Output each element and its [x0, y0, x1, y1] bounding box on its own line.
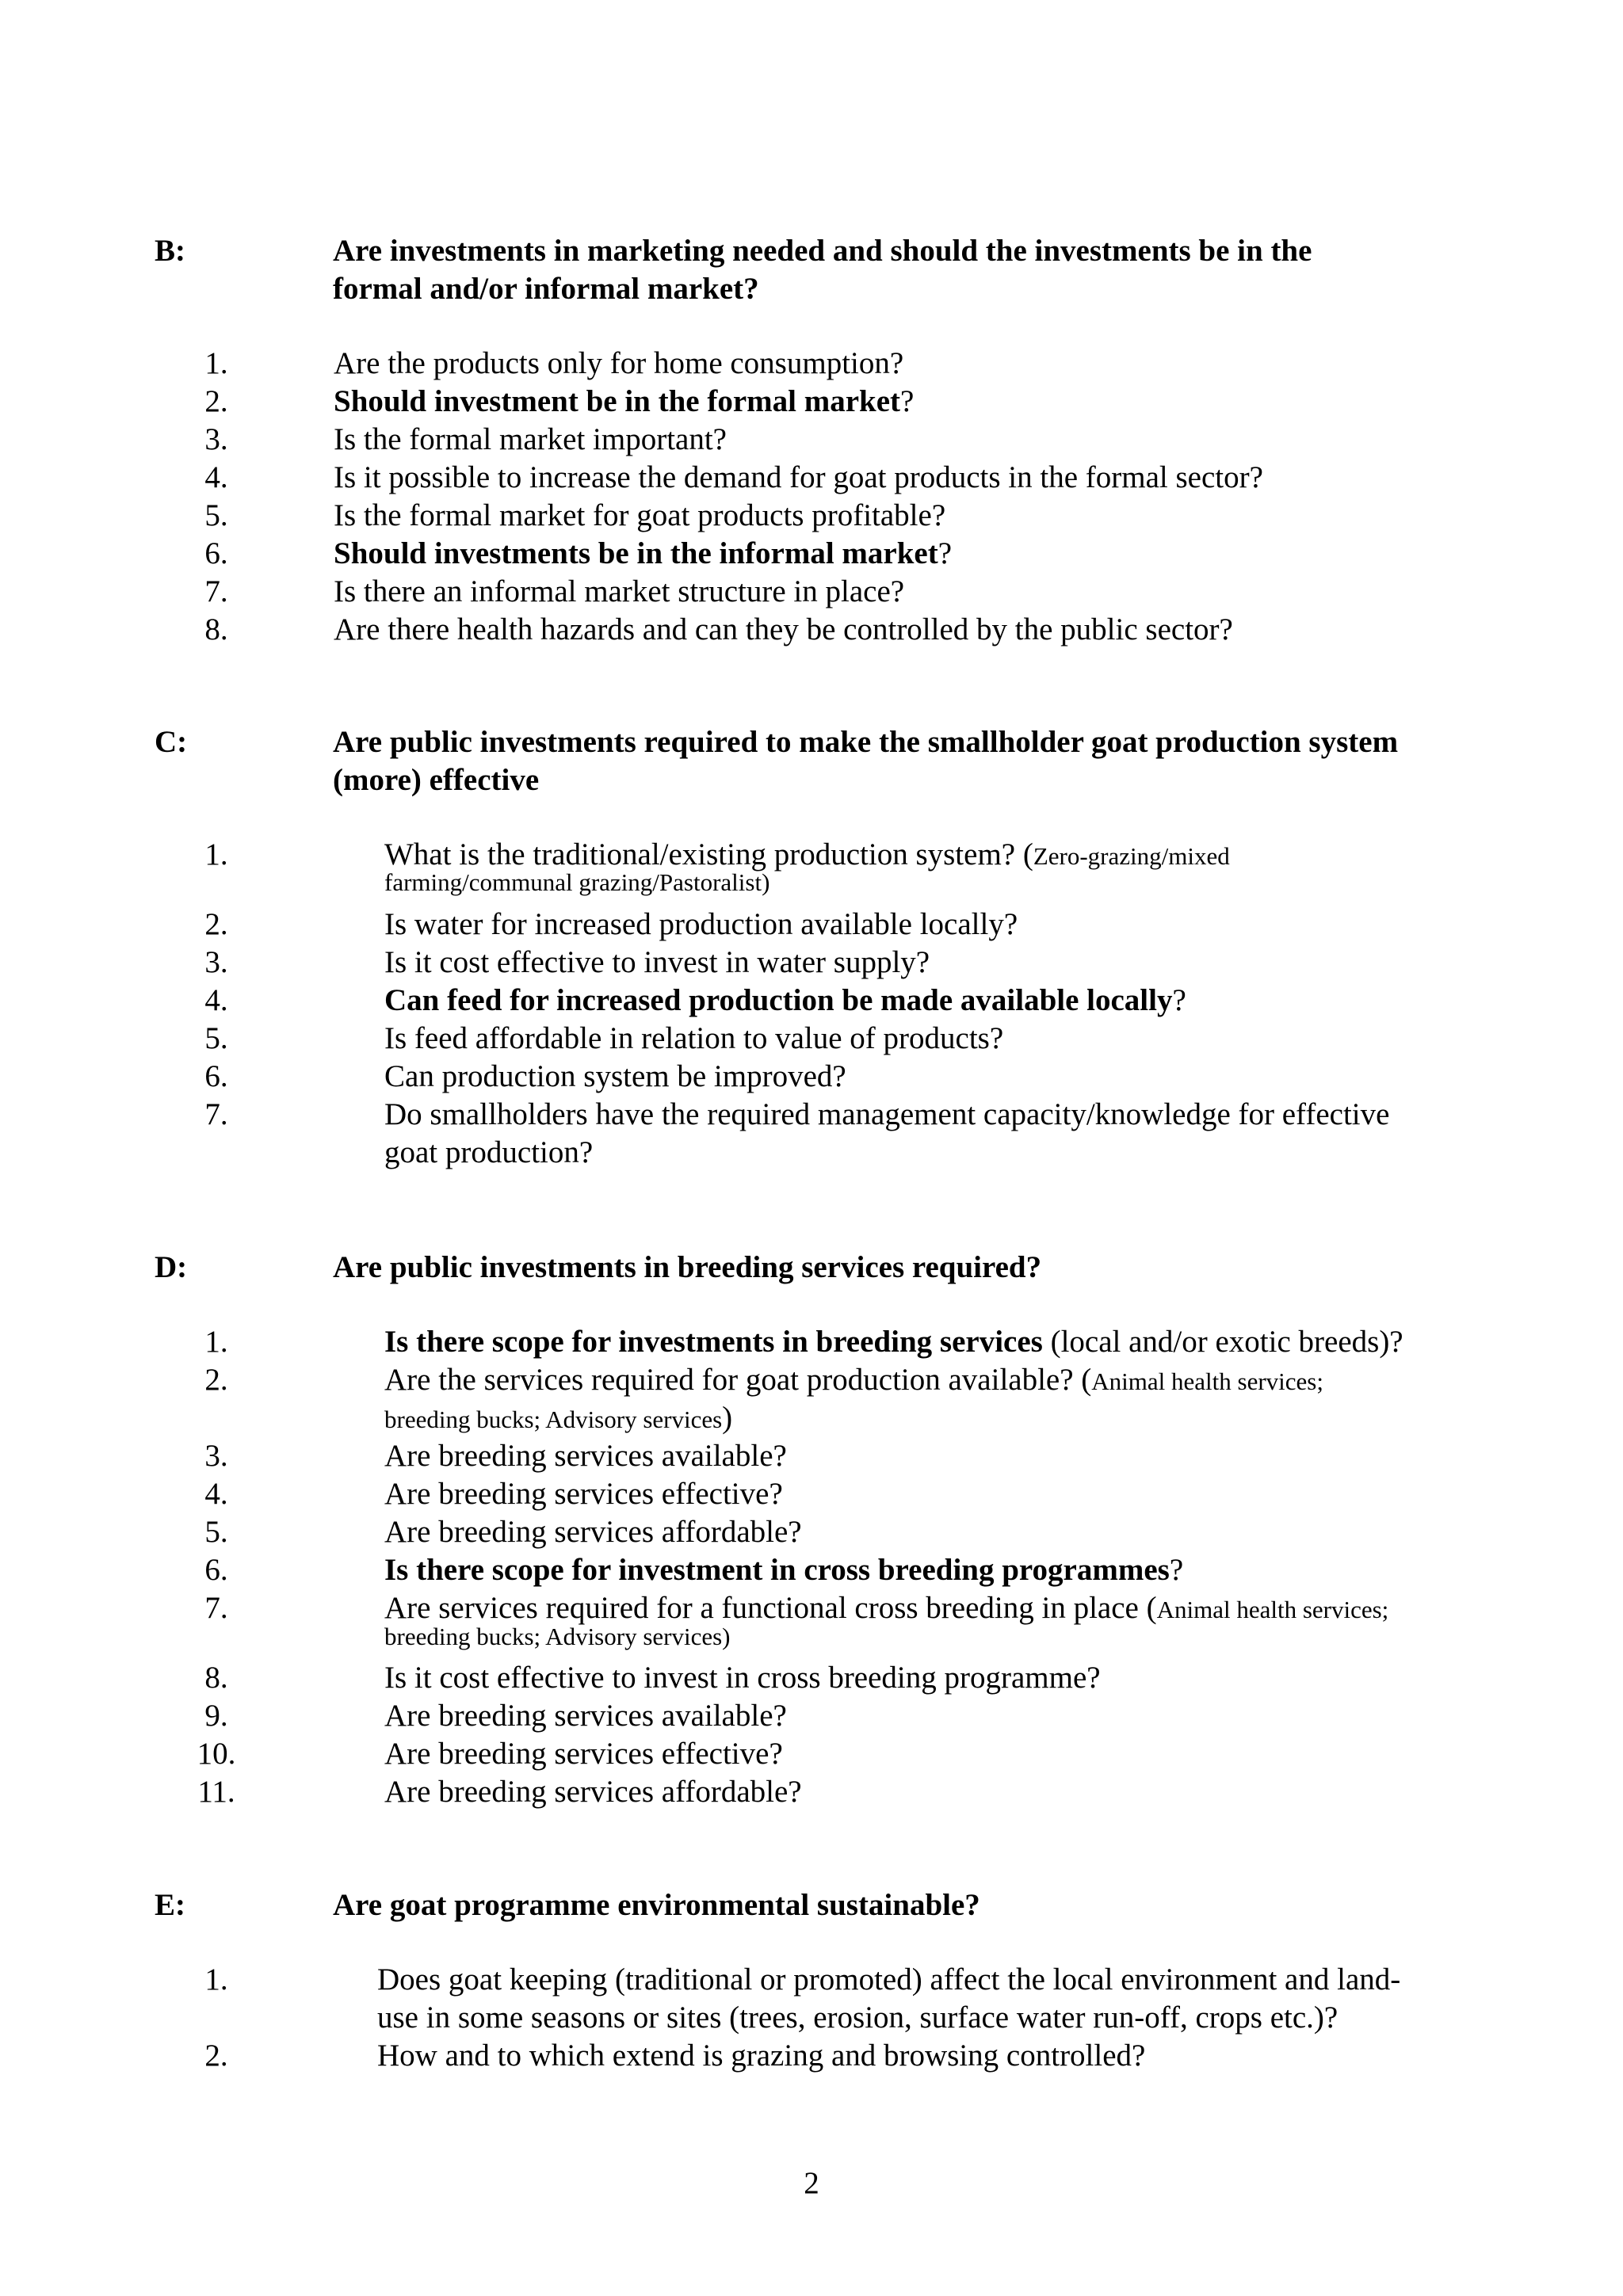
item-text: goat production?: [384, 1135, 594, 1169]
item-text-small: breeding bucks; Advisory services): [384, 1623, 731, 1650]
item-number: 4.: [204, 460, 228, 494]
heading-line: Are public investments in breeding services required?: [333, 1250, 1042, 1284]
item-text: Is feed affordable in relation to value of products?: [384, 1021, 1004, 1055]
item-text: Is there an informal market structure in place?: [334, 574, 905, 608]
item-number: 2.: [204, 907, 228, 941]
item-number: 4.: [204, 983, 228, 1017]
heading-line: Are public investments required to make the smallholder goat production system: [333, 725, 1399, 759]
item-text: Does goat keeping (traditional or promoted) affect the local environment and land-: [377, 1962, 1401, 1997]
item-number: 7.: [204, 1591, 228, 1625]
item-text: Are there health hazards and can they be controlled by the public sector?: [334, 612, 1233, 646]
item-bold-text: Is there scope for investments in breeding services: [384, 1325, 1043, 1359]
heading-line: (more) effective: [333, 763, 540, 797]
item-number: 5.: [204, 1515, 228, 1549]
item-text: How and to which extend is grazing and browsing controlled?: [377, 2039, 1146, 2073]
item-bold-text: Can feed for increased production be made available locally: [384, 983, 1173, 1017]
item-text: Is water for increased production available locally?: [384, 907, 1018, 941]
item-number: 7.: [204, 574, 228, 608]
item-number: 2.: [204, 2039, 228, 2073]
item-text: Is it possible to increase the demand for goat products in the formal sector?: [334, 460, 1263, 494]
item-text-main: Are the services required for goat production available? (: [384, 1363, 1092, 1397]
item-text: [384, 1399, 1510, 1439]
item-text: Are breeding services available?: [384, 1439, 787, 1473]
item-number: 1.: [204, 346, 228, 380]
item-text: [384, 1551, 1510, 1589]
item-text-close: ): [722, 1401, 733, 1435]
section-letter: C:: [155, 725, 188, 759]
item-text: [334, 383, 1459, 421]
section-letter: B:: [155, 234, 185, 268]
section-heading: [333, 1886, 1490, 1924]
item-number: 6.: [204, 536, 228, 570]
item-number: 2.: [204, 384, 228, 418]
item-number: 4.: [204, 1477, 228, 1511]
item-text-after: ?: [1172, 983, 1186, 1017]
item-text: Are breeding services effective?: [384, 1477, 783, 1511]
item-text: Can production system be improved?: [384, 1059, 846, 1093]
item-text-small: Zero-grazing/mixed: [1033, 842, 1230, 870]
item-text-small: Animal health services;: [1156, 1596, 1389, 1623]
item-text: use in some seasons or sites (trees, erosion, surface water run-off, crops etc.)?: [377, 2000, 1338, 2035]
heading-line: Are investments in marketing needed and should the investments be in the: [333, 234, 1312, 268]
item-number: 3.: [204, 945, 228, 979]
item-text: [384, 982, 1510, 1020]
item-bold-text: Should investment be in the formal market: [334, 384, 900, 418]
item-text: Do smallholders have the required management capacity/knowledge for effective: [384, 1097, 1390, 1131]
item-text-small: breeding bucks; Advisory services: [384, 1405, 723, 1433]
item-text-small: farming/communal grazing/Pastoralist): [384, 868, 770, 896]
item-number: 8.: [204, 1661, 228, 1695]
item-number: 10.: [197, 1737, 236, 1771]
item-number: 2.: [204, 1363, 228, 1397]
item-number: 3.: [204, 1439, 228, 1473]
item-text: Are breeding services effective?: [384, 1737, 783, 1771]
item-text: Are breeding services affordable?: [384, 1515, 802, 1549]
item-text: Is the formal market for goat products profitable?: [334, 498, 946, 532]
item-text: Are breeding services available?: [384, 1699, 787, 1733]
item-text: [334, 535, 1459, 573]
item-number: 1.: [204, 837, 228, 871]
item-text: Is it cost effective to invest in water supply?: [384, 945, 930, 979]
item-number: 6.: [204, 1059, 228, 1093]
section-heading: [333, 1249, 1490, 1287]
item-text: Is the formal market important?: [334, 422, 727, 456]
item-number: 11.: [197, 1775, 235, 1809]
item-text: Are the products only for home consumption?: [334, 346, 904, 380]
item-number: 7.: [204, 1097, 228, 1131]
page-number: 2: [804, 2166, 819, 2200]
item-text-main: Are services required for a functional cross breeding in place (: [384, 1591, 1157, 1625]
item-number: 5.: [204, 498, 228, 532]
item-text-after: (local and/or exotic breeds)?: [1042, 1325, 1403, 1359]
item-number: 1.: [204, 1962, 228, 1997]
item-bold-text: Should investments be in the informal market: [334, 536, 938, 570]
section-letter: D:: [155, 1250, 188, 1284]
item-number: 8.: [204, 612, 228, 646]
item-text-small: Animal health services;: [1091, 1367, 1323, 1395]
section-heading: [333, 723, 1522, 799]
item-number: 5.: [204, 1021, 228, 1055]
item-text-after: ?: [1169, 1553, 1184, 1587]
item-text: [384, 1323, 1510, 1361]
item-bold-text: Is there scope for investment in cross breeding programmes: [384, 1553, 1170, 1587]
item-number: 9.: [204, 1699, 228, 1733]
heading-line: formal and/or informal market?: [333, 272, 759, 306]
item-text-main: What is the traditional/existing production system? (: [384, 837, 1033, 871]
heading-line: Are goat programme environmental sustainable?: [333, 1888, 980, 1922]
item-text: [384, 1361, 1510, 1401]
item-number: 3.: [204, 422, 228, 456]
section-letter: E:: [155, 1888, 185, 1922]
item-number: 1.: [204, 1325, 228, 1359]
section-heading: [333, 232, 1490, 308]
item-text-after: ?: [938, 536, 953, 570]
item-number: 6.: [204, 1553, 228, 1587]
item-text: Is it cost effective to invest in cross breeding programme?: [384, 1661, 1101, 1695]
item-text-after: ?: [900, 384, 915, 418]
item-text: Are breeding services affordable?: [384, 1775, 802, 1809]
